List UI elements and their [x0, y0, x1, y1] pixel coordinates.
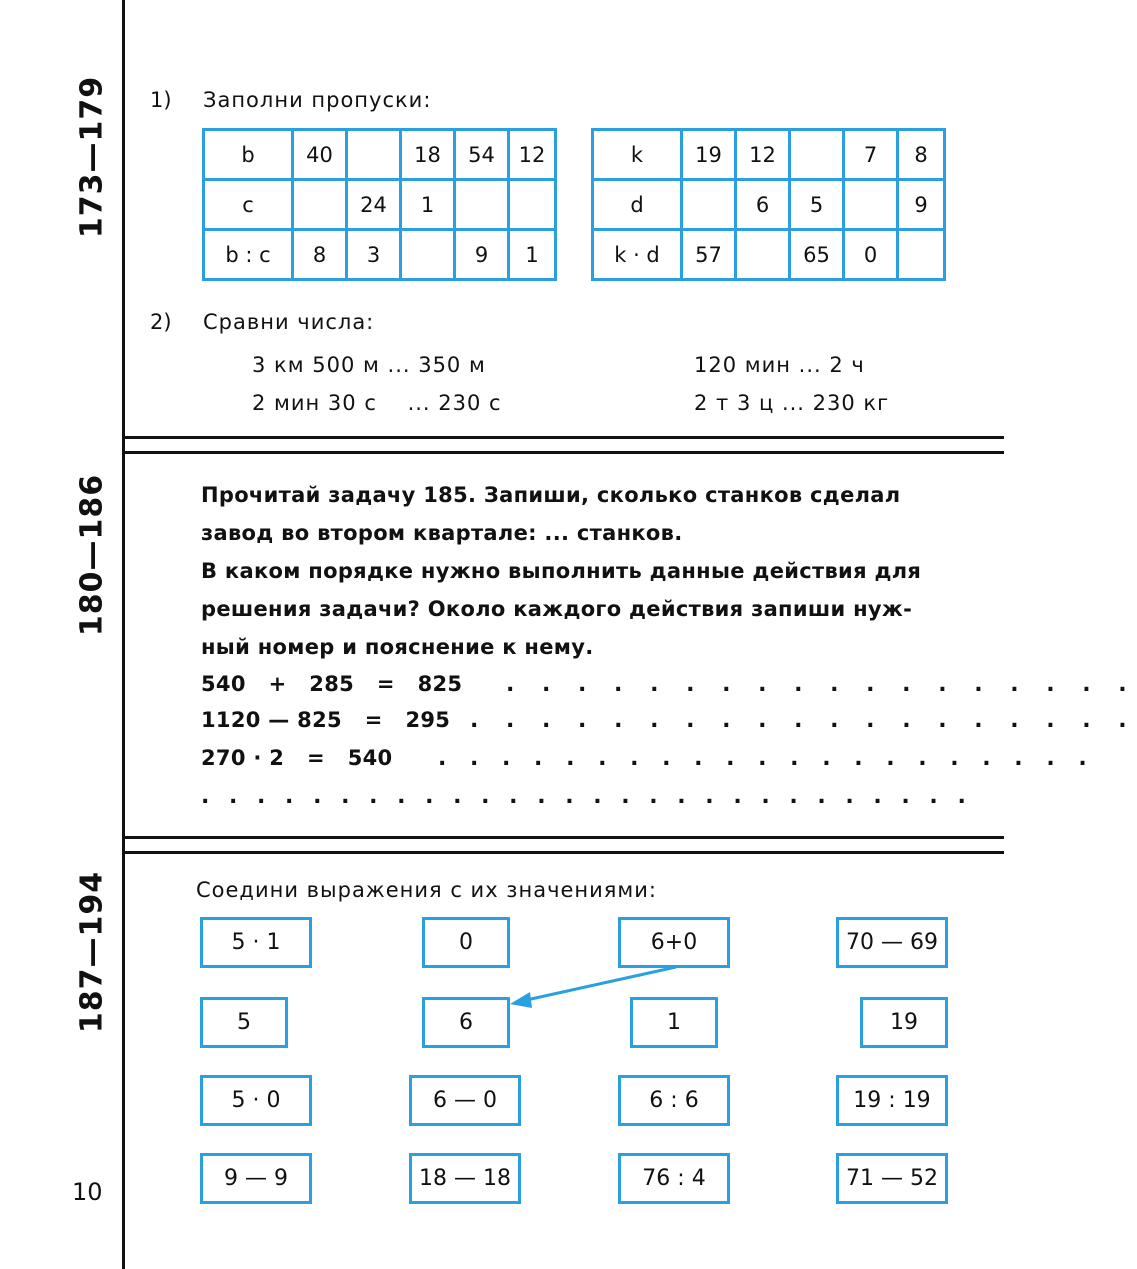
- expression-box[interactable]: 18 — 18: [409, 1153, 521, 1204]
- task-title: Соедини выражения с их значениями:: [196, 878, 657, 902]
- value-box[interactable]: 1: [630, 997, 718, 1048]
- table-cell[interactable]: 54: [455, 130, 509, 180]
- table-cell[interactable]: 1: [509, 230, 556, 280]
- expression-box[interactable]: 71 — 52: [836, 1153, 948, 1204]
- task-title: Сравни числа:: [203, 310, 375, 334]
- comparison: 3 км 500 м ... 350 м: [252, 353, 486, 377]
- expression-line: 540 + 285 = 825: [201, 672, 463, 696]
- section-range-2: 180—186: [74, 473, 110, 637]
- comparison: 2 т 3 ц ... 230 кг: [694, 391, 890, 415]
- table-cell: d: [593, 180, 682, 230]
- table-cell[interactable]: 24: [347, 180, 401, 230]
- task-number: 2): [150, 310, 172, 334]
- expression-box[interactable]: 5 · 0: [200, 1075, 312, 1126]
- answer-dots[interactable]: . . . . . . . . . . . . . . . . . . . . .: [438, 746, 1095, 771]
- table-cell[interactable]: 7: [844, 130, 898, 180]
- table-cell[interactable]: 6: [736, 180, 790, 230]
- expression-box[interactable]: 6 : 6: [618, 1075, 730, 1126]
- answer-dots[interactable]: . . . . . . . . . . . . . . . . . . .: [470, 708, 1137, 733]
- paragraph-line: В каком порядке нужно выполнить данные действия для: [201, 559, 922, 583]
- value-box[interactable]: 0: [422, 917, 510, 968]
- value-box[interactable]: 6: [422, 997, 510, 1048]
- section-range-3: 187—194: [74, 870, 110, 1034]
- table-cell: k · d: [593, 230, 682, 280]
- comparison: 120 мин ... 2 ч: [694, 353, 865, 377]
- table-cell[interactable]: 57: [682, 230, 736, 280]
- table-cell[interactable]: 12: [509, 130, 556, 180]
- paragraph-line: Прочитай задачу 185. Запиши, сколько станков сделал: [201, 483, 901, 507]
- paragraph-line: завод во втором квартале: ... станков.: [201, 521, 683, 545]
- table-cell[interactable]: 18: [401, 130, 455, 180]
- expression-box[interactable]: 6 — 0: [409, 1075, 521, 1126]
- task-title: Заполни пропуски:: [203, 88, 432, 112]
- comparison: 2 мин 30 с ... 230 с: [252, 391, 502, 415]
- expression-box[interactable]: 70 — 69: [836, 917, 948, 968]
- table-cell[interactable]: 40: [293, 130, 347, 180]
- task-number: 1): [150, 88, 172, 112]
- table-cell[interactable]: 19: [682, 130, 736, 180]
- expression-box[interactable]: 5 · 1: [200, 917, 312, 968]
- table-cell: c: [204, 180, 293, 230]
- table-cell[interactable]: 3: [347, 230, 401, 280]
- table-cell[interactable]: 9: [455, 230, 509, 280]
- table-cell: b : c: [204, 230, 293, 280]
- expression-box[interactable]: 9 — 9: [200, 1153, 312, 1204]
- table-cell[interactable]: 1: [401, 180, 455, 230]
- answer-dots[interactable]: . . . . . . . . . . . . . . . . . .: [506, 672, 1137, 697]
- section-range-1: 173—179: [74, 75, 110, 239]
- expression-box[interactable]: 76 : 4: [618, 1153, 730, 1204]
- answer-dots[interactable]: . . . . . . . . . . . . . . . . . . . . . . . . . . . .: [201, 784, 972, 809]
- paragraph-line: решения задачи? Около каждого действия запиши нуж-: [201, 597, 913, 621]
- table-cell[interactable]: 9: [898, 180, 945, 230]
- table-cell[interactable]: 65: [790, 230, 844, 280]
- table-cell: b: [204, 130, 293, 180]
- table-cell[interactable]: 12: [736, 130, 790, 180]
- table-cell[interactable]: 5: [790, 180, 844, 230]
- table-cell[interactable]: 8: [293, 230, 347, 280]
- expression-box[interactable]: 6+0: [618, 917, 730, 968]
- value-box[interactable]: 5: [200, 997, 288, 1048]
- table-cell[interactable]: 8: [898, 130, 945, 180]
- table-cell: k: [593, 130, 682, 180]
- expression-line: 1120 — 825 = 295: [201, 708, 451, 732]
- paragraph-line: ный номер и пояснение к нему.: [201, 635, 594, 659]
- value-box[interactable]: 19: [860, 997, 948, 1048]
- page-number: 10: [72, 1178, 103, 1206]
- expression-line: 270 · 2 = 540: [201, 746, 393, 770]
- table-cell[interactable]: 0: [844, 230, 898, 280]
- expression-box[interactable]: 19 : 19: [836, 1075, 948, 1126]
